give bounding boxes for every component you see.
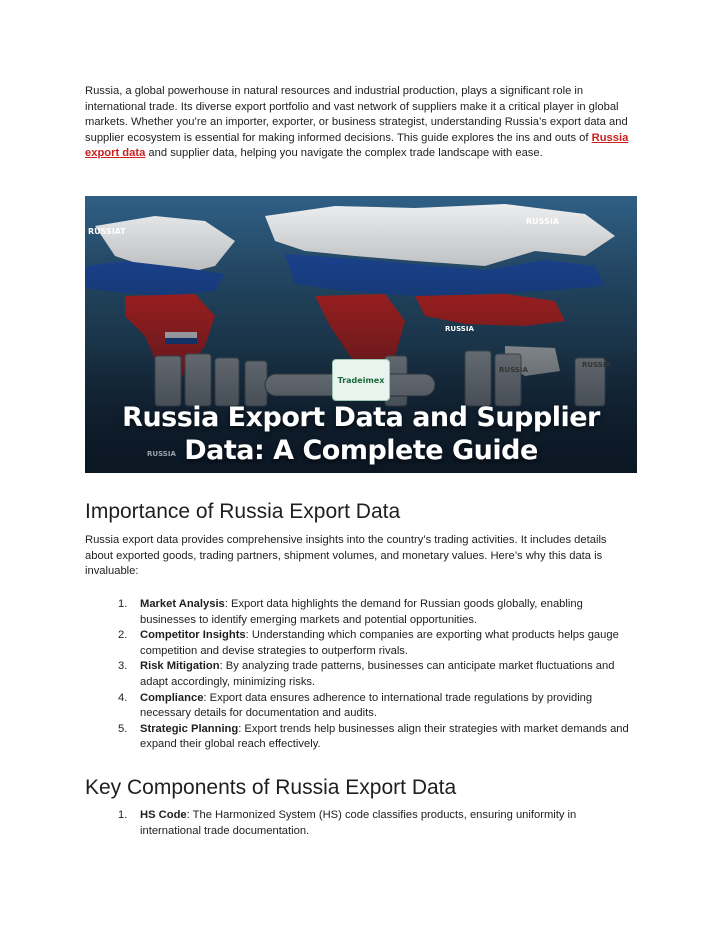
section1-paragraph: Russia export data provides comprehensive insights into the country’s trading activities. It includes details about exported goods, trading partners, shipment volumes, and monetary values. Here’s why this data is invaluable: <box>85 534 607 578</box>
map-label: RUSSIA <box>147 450 176 458</box>
list-desc: : Understanding which companies are exporting what products helps gauge competition and devise strategies to outperform rivals. <box>140 629 619 657</box>
list-desc: : Export data highlights the demand for Russian goods globally, enabling businesses to identify emerging markets and potential opportunities. <box>140 598 583 626</box>
list-term: Risk Mitigation <box>140 660 220 673</box>
tradeimex-logo <box>332 359 390 401</box>
list-term: Market Analysis <box>140 598 225 610</box>
list-item <box>85 722 637 753</box>
list-number: 1. <box>118 809 128 821</box>
hero-title-line-1: Russia Export Data and Supplier <box>122 402 600 433</box>
intro-paragraph <box>85 84 637 162</box>
list-number: 3. <box>118 660 128 673</box>
logo-text: Tradeimex <box>337 375 385 385</box>
list-term: Competitor Insights <box>140 629 246 642</box>
map-label: RUSSIA <box>499 366 528 374</box>
list-number: 1. <box>118 598 128 610</box>
intro-text-after: and supplier data, helping you navigate the complex trade landscape with ease. <box>145 147 543 160</box>
importance-list <box>85 597 637 753</box>
map-label: RUSSIA <box>526 217 559 226</box>
map-label: RUSSIAT <box>88 227 126 236</box>
list-number: 4. <box>118 691 128 704</box>
list-term: Compliance <box>140 691 204 704</box>
list-item <box>85 659 637 690</box>
list-item <box>85 691 637 722</box>
list-item <box>85 597 637 628</box>
intro-paragraph-block <box>85 84 637 162</box>
map-label: RUSSIA <box>582 361 611 369</box>
list-term: HS Code <box>140 809 187 821</box>
map-label: RUSSIA <box>445 325 474 333</box>
section-heading-importance: Importance of Russia Export Data <box>85 500 401 523</box>
list-item <box>85 808 637 839</box>
intro-text-before: Russia, a global powerhouse in natural resources and industrial production, plays a significant role in international trade. Its diverse export portfolio and vast network of suppliers make it a critical player in global markets. Whether you’re an importer, exporter, or business strategist, understanding Russia’s export data and supplier ecosystem is essential for making informed decisions. This guide explores the ins and outs of <box>85 85 628 144</box>
list-desc: : Export data ensures adherence to international trade regulations by providing necessary details for documentation and audits. <box>140 691 593 720</box>
list-number: 5. <box>118 722 128 735</box>
list-desc: : By analyzing trade patterns, businesses can anticipate market fluctuations and adapt accordingly, minimizing risks. <box>140 660 615 688</box>
list-desc: : Export trends help businesses align their strategies with market demands and expand their global reach effectively. <box>140 722 629 751</box>
list-item <box>85 628 637 659</box>
components-list <box>85 808 637 839</box>
list-desc: : The Harmonized System (HS) code classifies products, ensuring uniformity in international trade documentation. <box>140 809 577 837</box>
hero-image <box>85 196 637 473</box>
list-term: Strategic Planning <box>140 722 239 735</box>
section-heading-key-components: Key Components of Russia Export Data <box>85 776 457 799</box>
list-number: 2. <box>118 629 128 642</box>
hero-title-line-2: Data: A Complete Guide <box>184 435 538 466</box>
russia-export-data-link[interactable]: Russia export data <box>85 131 629 160</box>
